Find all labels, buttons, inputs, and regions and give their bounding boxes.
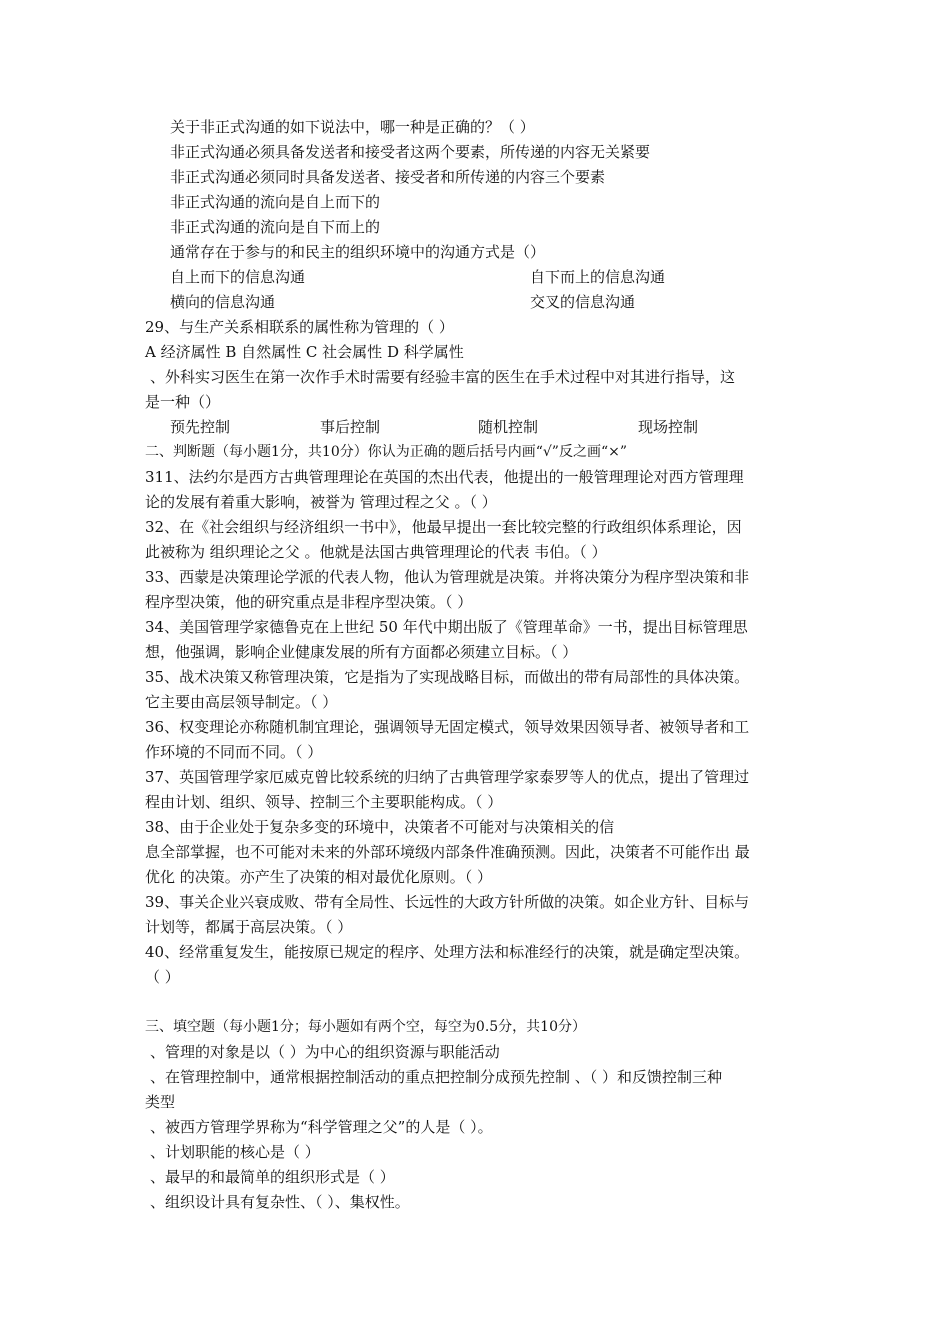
text-line: 38、由于企业处于复杂多变的环境中，决策者不可能对与决策相关的信 <box>145 818 615 836</box>
text-line: 、在管理控制中，通常根据控制活动的重点把控制分成预先控制 、（ ）和反馈控制三种 <box>150 1068 723 1086</box>
text-line: 想，他强调，影响企业健康发展的所有方面都必须建立目标。（ ） <box>145 643 578 661</box>
text-line: 息全部掌握，也不可能对未来的外部环境级内部条件准确预测。因此，决策者不可能作出 最 <box>145 843 750 861</box>
option-text: 自下而上的信息沟通 <box>530 268 666 286</box>
option-text: 预先控制 <box>170 418 231 436</box>
text-line: 34、美国管理学家德鲁克在上世纪 50 年代中期出版了《管理革命》一书，提出目标管理思 <box>145 618 748 636</box>
option-text: 自上而下的信息沟通 <box>170 268 306 286</box>
text-line: 此被称为 组织理论之父 。他就是法国古典管理理论的代表 韦伯。（ ） <box>145 543 607 561</box>
option-text: 非正式沟通必须具备发送者和接受者这两个要素，所传递的内容无关紧要 <box>170 143 651 161</box>
text-line: 论的发展有着重大影响，被誉为 管理过程之父 。（ ） <box>145 493 497 511</box>
option-text: 非正式沟通必须同时具备发送者、接受者和所传递的内容三个要素 <box>170 168 606 186</box>
option-text: 事后控制 <box>320 418 381 436</box>
text-line: 40、经常重复发生，能按原已规定的程序、处理方法和标准经行的决策，就是确定型决策。 <box>145 943 750 961</box>
text-line: 程序型决策，他的研究重点是非程序型决策。（ ） <box>145 593 473 611</box>
option-text: 随机控制 <box>478 418 539 436</box>
question-stem: 关于非正式沟通的如下说法中，哪一种是正确的？（ ） <box>170 118 535 136</box>
option-text: 非正式沟通的流向是自上而下的 <box>170 193 381 211</box>
question-stem: 通常存在于参与的和民主的组织环境中的沟通方式是（） <box>170 243 546 261</box>
text-line: （ ） <box>145 968 180 986</box>
text-line: 它主要由高层领导制定。（ ） <box>145 693 338 711</box>
question-stem: 是一种（） <box>145 393 221 411</box>
text-line: 33、西蒙是决策理论学派的代表人物，他认为管理就是决策。并将决策分为程序型决策和非 <box>145 568 750 586</box>
text-line: 、管理的对象是以（ ）为中心的组织资源与职能活动 <box>150 1043 500 1061</box>
text-line: 35、战术决策又称管理决策，它是指为了实现战略目标，而做出的带有局部性的具体决策。 <box>145 668 750 686</box>
question-stem: 、外科实习医生在第一次作手术时需要有经验丰富的医生在手术过程中对其进行指导，这 <box>150 368 736 386</box>
text-line: 37、英国管理学家厄威克曾比较系统的归纳了古典管理学家泰罗等人的优点，提出了管理过 <box>145 768 750 786</box>
option-text: 现场控制 <box>638 418 699 436</box>
section-heading: 二、判断题（每小题1分，共10分）你认为正确的题后括号内画“√”反之画“×” <box>145 444 628 460</box>
question-stem: 29、与生产关系相联系的属性称为管理的（ ） <box>145 318 454 336</box>
text-line: 、组织设计具有复杂性、（ ）、集权性。 <box>150 1193 410 1211</box>
text-line: 优化 的决策。亦产生了决策的相对最优化原则。（ ） <box>145 868 493 886</box>
option-text: 横向的信息沟通 <box>170 293 276 311</box>
text-line: 、计划职能的核心是（ ） <box>150 1143 320 1161</box>
text-line: 类型 <box>145 1093 176 1111</box>
text-line: 计划等，都属于高层决策。（ ） <box>145 918 353 936</box>
option-text: 交叉的信息沟通 <box>530 293 636 311</box>
text-line: 39、事关企业兴衰成败、带有全局性、长远性的大政方针所做的决策。如企业方针、目标与 <box>145 893 750 911</box>
text-line: 36、权变理论亦称随机制宜理论，强调领导无固定模式，领导效果因领导者、被领导者和工 <box>145 718 750 736</box>
text-line: 、最早的和最简单的组织形式是（ ） <box>150 1168 395 1186</box>
text-line: 32、在《社会组织与经济组织一书中》，他最早提出一套比较完整的行政组织体系理论，因 <box>145 518 742 536</box>
section-heading: 三、填空题（每小题1分；每小题如有两个空，每空为0.5分，共10分） <box>145 1019 586 1035</box>
text-line: 程由计划、组织、领导、控制三个主要职能构成。（ ） <box>145 793 503 811</box>
text-line: 、被西方管理学界称为“科学管理之父”的人是（ ）。 <box>150 1118 493 1136</box>
text-line: 311、法约尔是西方古典管理理论在英国的杰出代表，他提出的一般管理理论对西方管理理 <box>145 468 744 486</box>
option-text: A 经济属性 B 自然属性 C 社会属性 D 科学属性 <box>145 343 464 361</box>
text-line: 作环境的不同而不同。（ ） <box>145 743 323 761</box>
option-text: 非正式沟通的流向是自下而上的 <box>170 218 381 236</box>
